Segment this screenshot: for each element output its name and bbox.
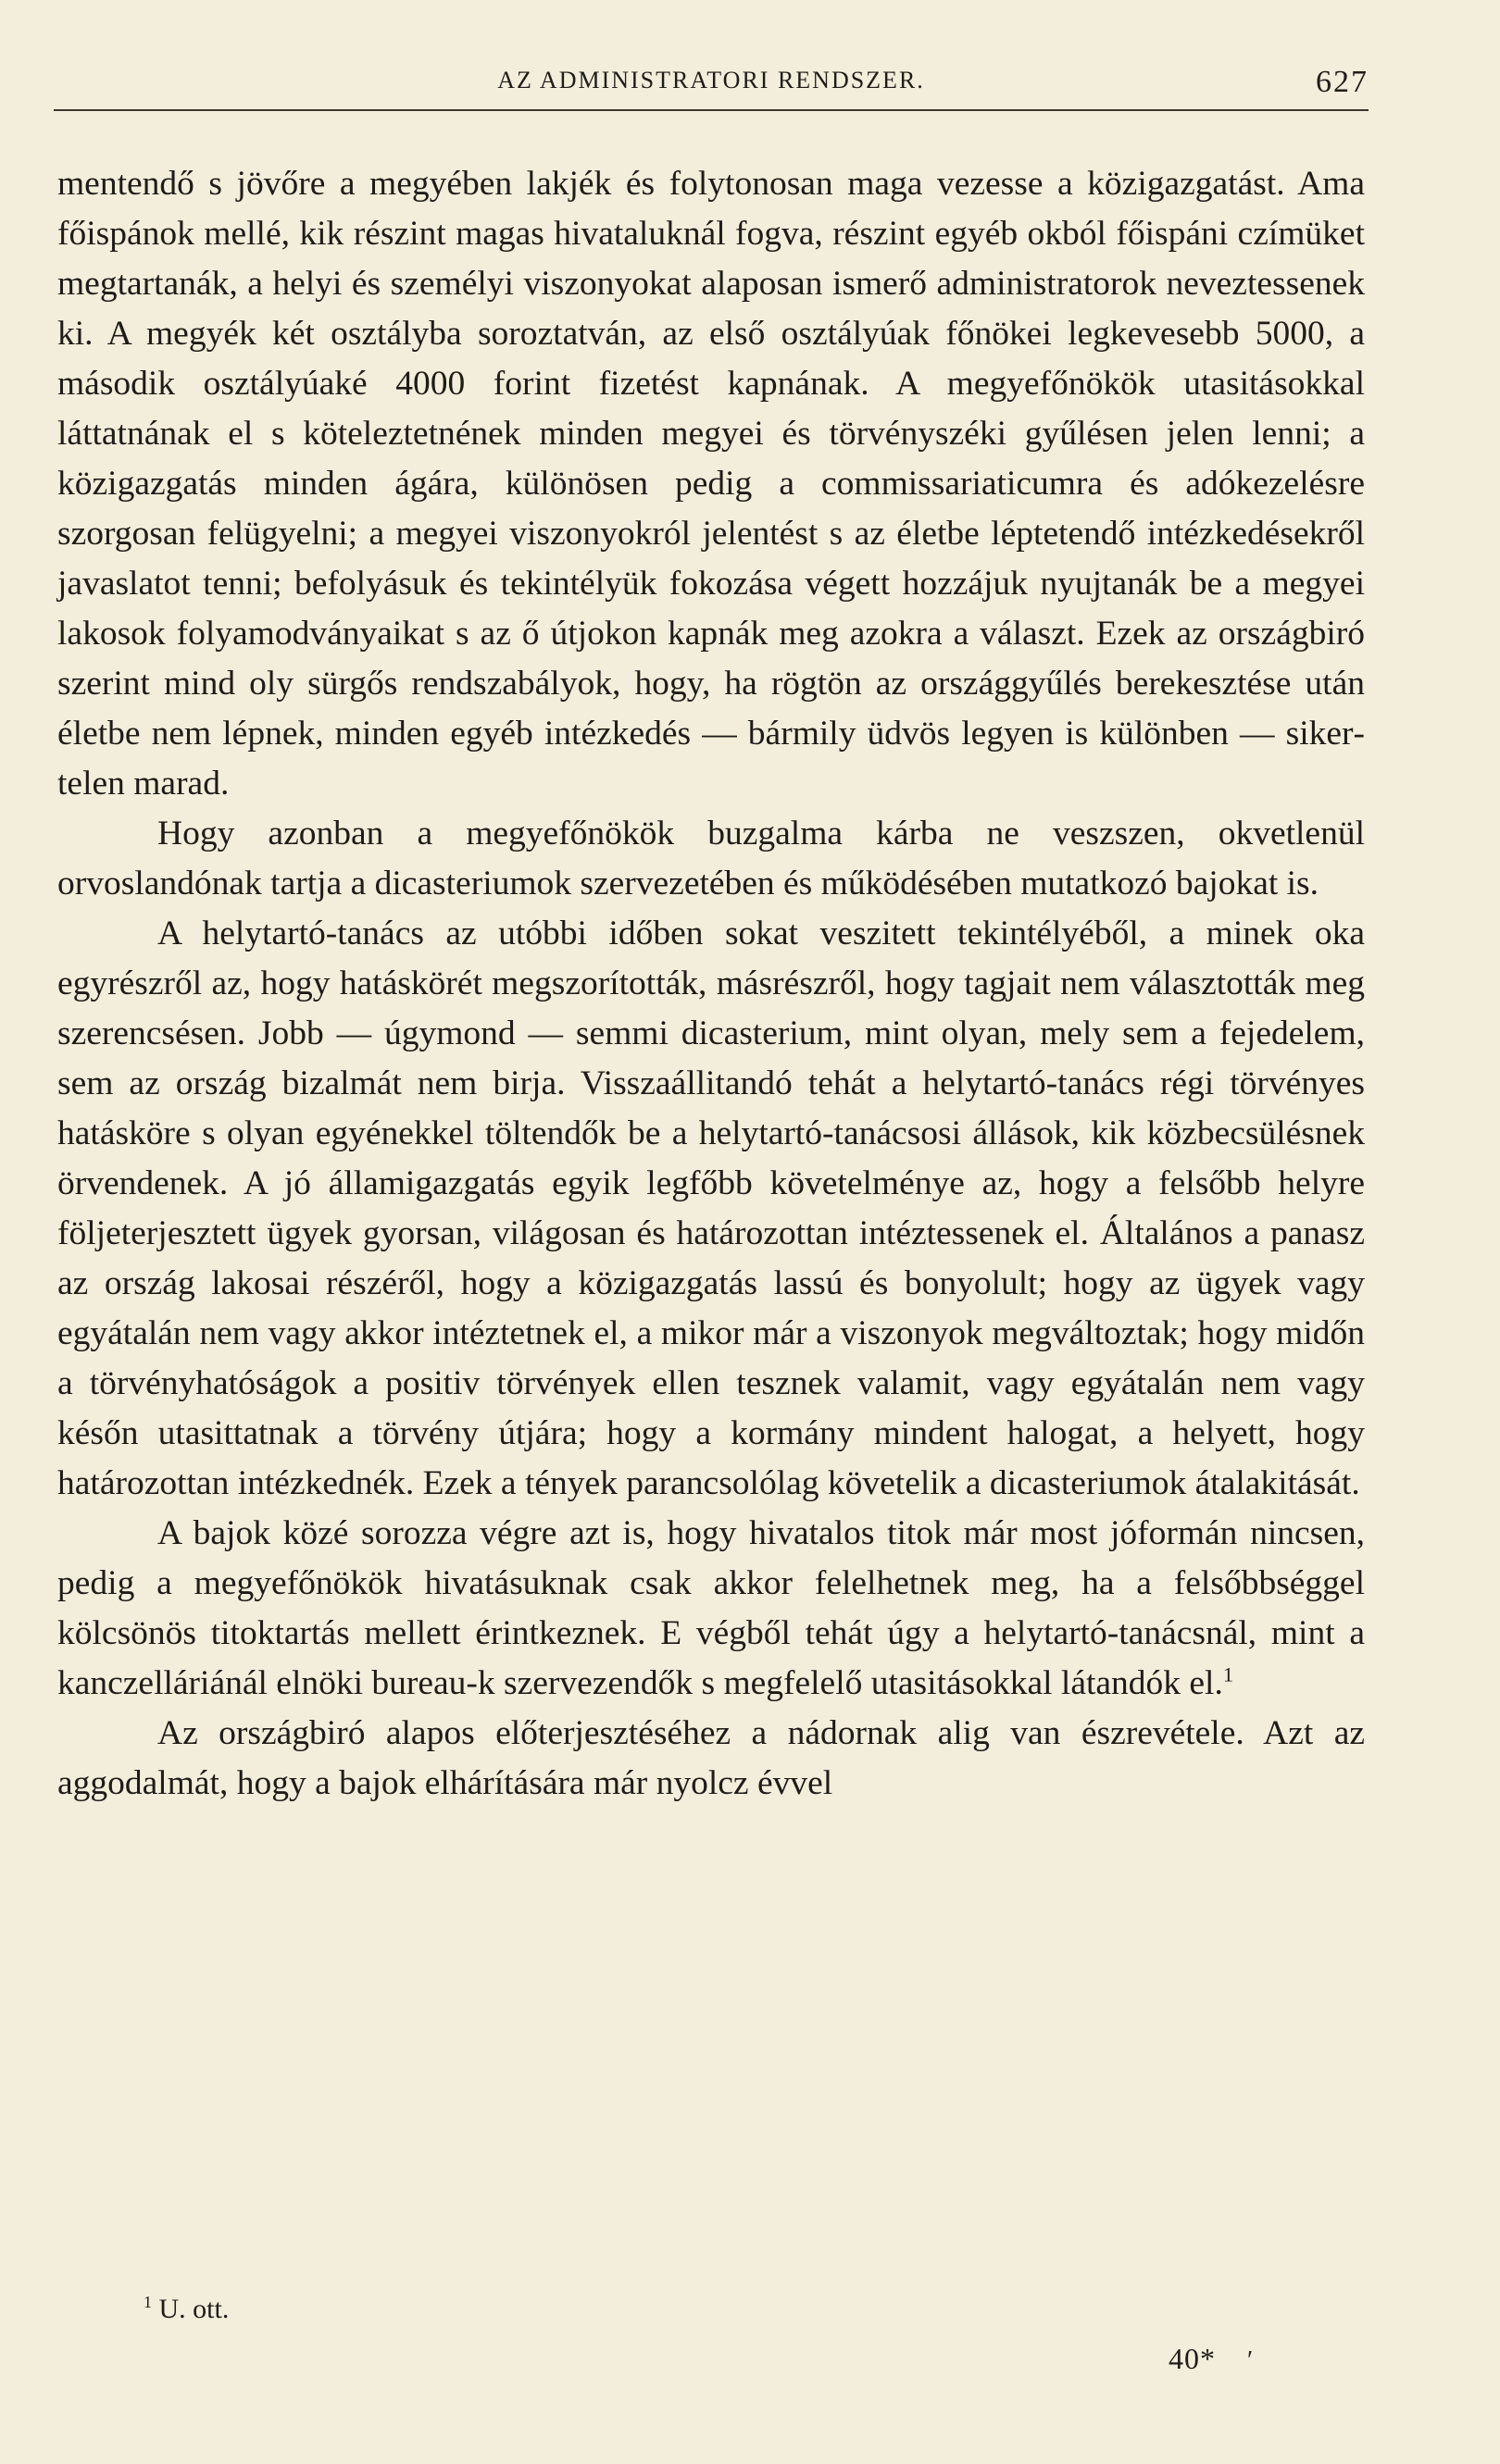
footnote [144,2294,229,2325]
paragraph-text: A bajok közé sorozza végre azt is, hogy hivatalos titok már most jóformán nincsen, pedig a megyefőnökök hivatásuknak csak akkor felelhetnek meg, ha a felsőbbséggel kölcsönös titoktartás mellett érintkeznek. E végből tehát úgy a helytartó-tanácsnál, mint a kanczelláriánál elnöki bureau-k szervezendők s megfelelő utasitásokkal látandók el. [57,1514,1365,1702]
paragraph: mentendő s jövőre a megyében lakjék és folytonosan maga vezesse a közigazgatást. Ama főispánok mellé, kik részint magas hivataluknál fogva, részint egyéb okból főispáni czímüket megtartanák, a helyi és személyi viszonyokat alaposan ismerő administratorok neveztessenek ki. A megyék két osztályba soroztatván, az első osztályúak főnökei legkevesebb 5000, a második osztályúaké 4000 forint fizetést kapnának. A megyefőnökök utasitásokkal láttatnának el s köteleztetnének minden megyei és törvényszéki gyűlésen jelen lenni; a közigazgatás minden ágára, különösen pedig a commissariaticumra és adókezelésre szorgosan felügyelni; a megyei viszonyokról jelentést s az életbe léptetendő intézkedésekről javaslatot tenni; befolyásuk és tekintélyük fokozása végett hozzájuk nyujtanák be a megyei lakosok folyamodványaikat s az ő útjokon kapnák meg azokra a választ. Ezek az országbiró szerint mind oly sürgős rendszabályok, hogy, ha rögtön az országgyűlés berekesztése után életbe nem lépnek, minden egyéb intézkedés — bármily üdvös legyen is különben — sikertelen marad. [57,165,1365,803]
paragraph [57,1509,1365,1709]
page-header [54,57,1369,111]
footnote-reference: 1 [1222,1662,1234,1686]
footnote-text: U. ott. [158,2294,230,2324]
paragraph: Az országbiró alapos előterjesztéséhez a nádornak alig van észrevétele. Azt az aggodalmát, hogy a bajok elhárítására már nyolcz évvel [57,1714,1365,1802]
paragraph: Hogy azonban a megyefőnökök buzgalma kárba ne veszszen, okvetlenül orvoslandónak tartja a dicasteriumok szervezetében és működésében mutatkozó bajokat is. [57,815,1365,902]
signature-tick: ′ [1247,2346,1255,2375]
footnote-marker: 1 [144,2293,152,2311]
body-text [57,159,1365,1809]
signature-mark [1169,2342,1254,2376]
running-title: AZ ADMINISTRATORI RENDSZER. [497,67,925,93]
page-number: 627 [1316,65,1369,99]
paragraph: A helytartó-tanács az utóbbi időben sokat veszitett tekintélyéből, a minek oka egyrészről az, hogy hatáskörét megszorították, másrészről, hogy tagjait nem választották meg szerencsésen. Jobb — úgymond — semmi dicasterium, mint olyan, mely sem a fejedelem, sem az ország bizalmát nem birja. Visszaállitandó tehát a helytartó-tanács régi törvényes hatásköre s olyan egyénekkel töltendők be a helytartó-tanácsosi állások, kik közbecsülésnek örvendenek. A jó államigazgatás egyik legfőbb követelménye az, hogy a felsőbb helyre följeterjesztett ügyek gyorsan, világosan és határozottan intéztessenek el. Általános a panasz az ország lakosai részéről, hogy a közigazgatás lassú és bonyolult; hogy az ügyek vagy egyátalán nem vagy akkor intéztetnek el, a mikor már a viszonyok megváltoztak; hogy midőn a törvényhatóságok a positiv törvények ellen tesznek valamit, vagy egyátalán nem vagy későn utasittatnak a törvény útjára; hogy a kormány mindent halogat, a helyett, hogy határozottan intézkednék. Ezek a tények parancsolólag követelik a dicasteriumok átalakitását. [57,915,1365,1502]
signature-text: 40* [1169,2342,1216,2375]
